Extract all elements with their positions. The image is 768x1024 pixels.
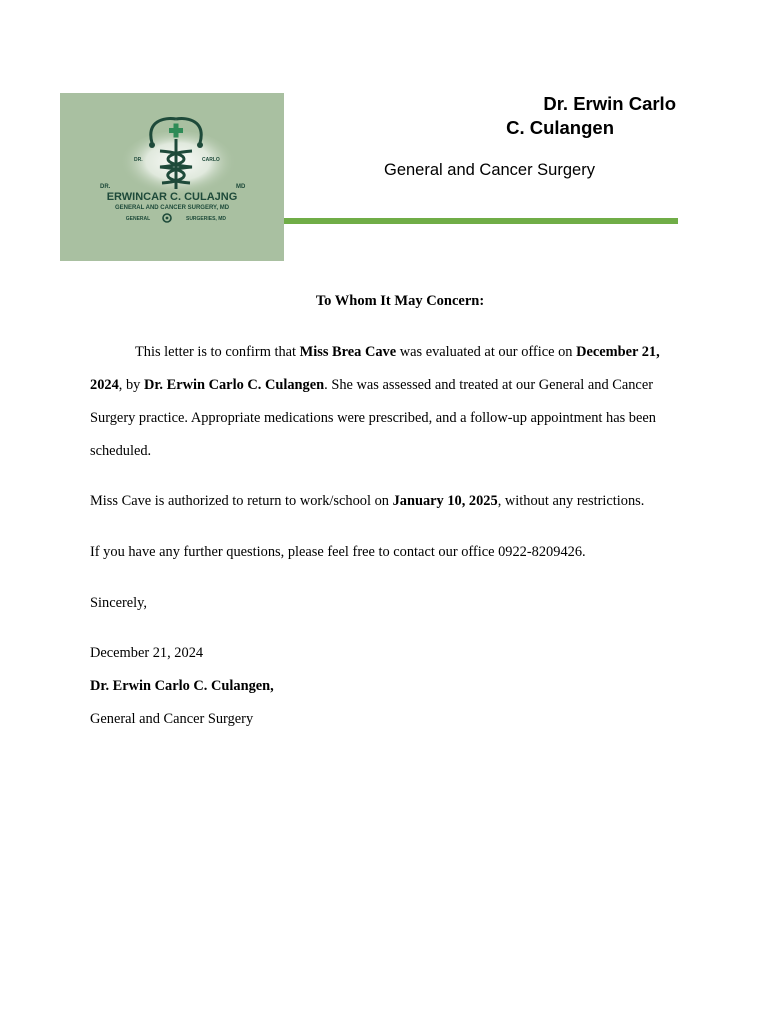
logo-footer-right: SURGERIES, MD	[185, 216, 227, 222]
clinic-logo	[60, 93, 284, 261]
doctor-name-line1: Dr. Erwin Carlo	[543, 93, 676, 114]
p1-text-1: This letter is to confirm that	[135, 344, 300, 360]
logo-caption-dr: DR.	[134, 157, 143, 163]
closing: Sincerely,	[90, 595, 148, 611]
paragraph-contact: If you have any further questions, please feel free to contact our office 0922-8209426.	[90, 544, 586, 560]
salutation: To Whom It May Concern:	[315, 293, 485, 309]
logo-left-small: DR.	[100, 184, 111, 190]
logo-right-small: MD	[236, 184, 246, 190]
p2-text-2: , without any restrictions.	[497, 493, 645, 509]
logo-name: ERWINCAR C. CULAJNG	[106, 191, 238, 203]
doctor-specialty: General and Cancer Surgery	[384, 161, 595, 179]
logo-footer-left: GENERAL	[125, 216, 151, 222]
evaluation-date: December 21, 2024	[90, 344, 660, 393]
signature-name: Dr. Erwin Carlo C. Culangen,	[90, 678, 274, 694]
logo-subtitle: GENERAL AND CANCER SURGERY, MD	[114, 205, 230, 211]
header-divider	[284, 218, 678, 224]
signature-title: General and Cancer Surgery	[90, 711, 254, 727]
physician-name: Dr. Erwin Carlo C. Culangen	[143, 377, 325, 393]
doctor-name-heading	[460, 92, 678, 140]
p1-text-2: was evaluated at our office on	[396, 344, 577, 360]
logo-caption-carlo: CARLO	[202, 157, 220, 163]
p1-text-4: . She was assessed and treated at our General and Cancer Surgery practice. Appropriate medications were prescribed, and a follow-up appointment has been scheduled.	[90, 377, 656, 459]
p2-text-1: Miss Cave is authorized to return to work/school on	[90, 493, 393, 509]
caduceus-logo-icon	[60, 93, 284, 261]
p1-text-3: , by	[118, 377, 144, 393]
return-date: January 10, 2025	[392, 493, 498, 509]
signature-date: December 21, 2024	[90, 645, 204, 661]
paragraph-return-to-work	[90, 485, 670, 518]
paragraph-evaluation	[90, 336, 670, 468]
doctor-name-line2: C. Culangen	[506, 117, 614, 138]
patient-name: Miss Brea Cave	[299, 344, 397, 360]
